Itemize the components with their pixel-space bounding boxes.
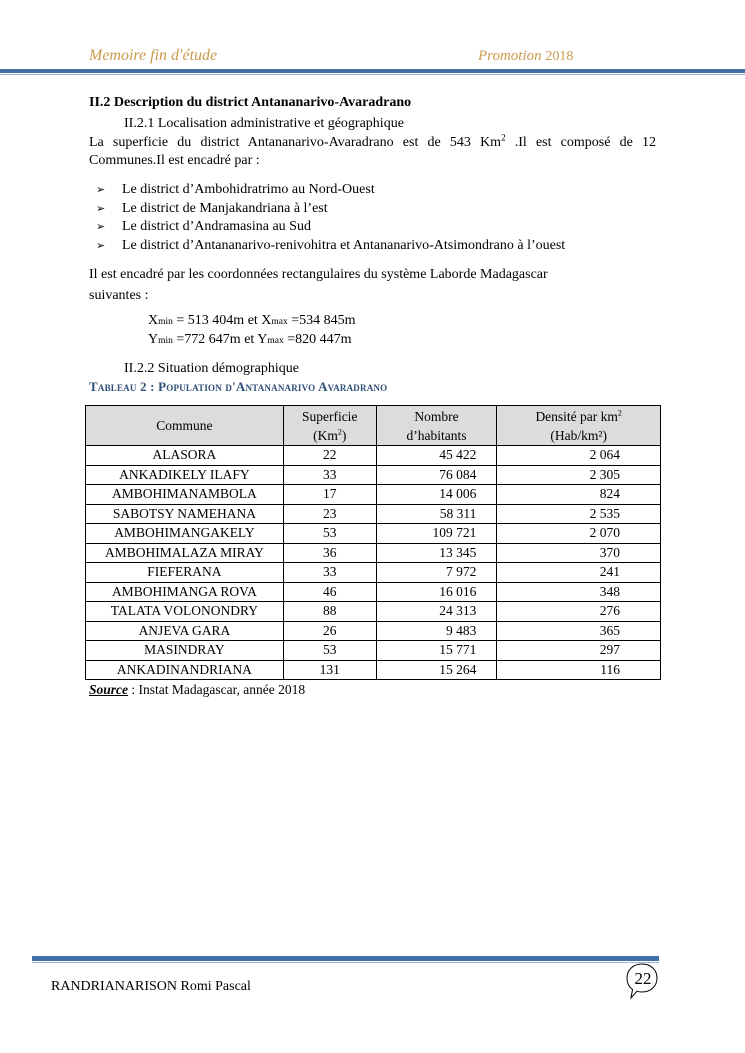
cell-commune: AMBOHIMANGA ROVA [86,582,284,602]
cell-commune: MASINDRAY [86,641,284,661]
cell-densite: 276 [497,602,661,622]
header-densite [497,406,661,446]
table-source [89,682,305,698]
header-divider [0,69,745,73]
list-item-text: Le district d’Ambohidratrimo au Nord-Ouest [122,182,375,197]
table-row [86,602,661,622]
population-table [85,405,661,680]
header-densite-sup: 2 [617,408,622,417]
cell-densite: 365 [497,621,661,641]
header-densite-line1: Densité par km [535,408,618,424]
cell-habitants: 109 721 [376,524,497,544]
table-row [86,563,661,583]
list-item [96,237,565,256]
list-item [96,181,565,200]
subsection-demographie: II.2.2 Situation démographique [124,361,299,376]
arrow-bullet-icon: ➢ [96,202,106,215]
cell-habitants: 76 084 [376,465,497,485]
list-item [96,200,565,219]
header-superficie-close: ) [341,427,347,443]
cell-superficie: 36 [283,543,376,563]
cell-commune: SABOTSY NAMEHANA [86,504,284,524]
cell-densite: 370 [497,543,661,563]
para1-text: La superficie du district Antananarivo-Avaradrano est de 543 Km [89,135,502,150]
cell-habitants: 7 972 [376,563,497,583]
cell-densite: 241 [497,563,661,583]
cell-commune: ANJEVA GARA [86,621,284,641]
para1-sup: 2 [501,132,506,143]
coordinate-y [148,332,352,348]
list-item-text: Le district d’Andramasina au Sud [122,219,311,234]
header-promotion-word: Promotion [478,48,542,64]
cell-commune: ALASORA [86,446,284,466]
source-text: : Instat Madagascar, année 2018 [128,682,306,697]
cell-superficie: 88 [283,602,376,622]
list-item-text: Le district de Manjakandriana à l’est [122,200,328,216]
cell-habitants: 24 313 [376,602,497,622]
list-item [96,218,565,237]
coord-x-min-value: = 513 404m et X [172,313,272,328]
cell-densite: 2 305 [497,465,661,485]
table-row [86,641,661,661]
cell-superficie: 46 [283,582,376,602]
coordinate-x [148,313,356,329]
table-caption: Tableau 2 : Population d'Antananarivo Avaradrano [89,379,388,394]
coord-x-max-sub: max [271,317,288,327]
cell-superficie: 17 [283,485,376,505]
coord-x-min-sub: min [158,317,173,327]
header-densite-line2: (Hab/km²) [550,427,607,443]
coord-x-max-value: =534 845m [287,313,356,328]
paragraph-coordinates: Il est encadré par les coordonnées rectangulaires du système Laborde Madagascar suivantes : [89,267,548,303]
table-header-row [86,406,661,446]
coord-y-symbol: Y [148,332,159,347]
cell-commune: TALATA VOLONONDRY [86,602,284,622]
section-title: II.2 Description du district Antananarivo-Avaradrano [89,95,412,110]
cell-habitants: 16 016 [376,582,497,602]
footer-divider [32,956,659,961]
header-habitants-line2: d’habitants [406,427,467,443]
page-number: 22 [634,969,652,988]
coord-y-min-value: =772 647m et Y [172,332,268,347]
cell-densite: 2 070 [497,524,661,544]
coord-y-min-sub: min [158,336,173,346]
coord-y-max-sub: max [267,336,284,346]
header-superficie [283,406,376,446]
arrow-bullet-icon: ➢ [96,239,106,252]
paragraph-superficie [89,134,656,170]
cell-commune: ANKADIKELY ILAFY [86,465,284,485]
cell-habitants: 45 422 [376,446,497,466]
table-row [86,446,661,466]
table-body [86,446,661,680]
table-row [86,504,661,524]
table-row [86,465,661,485]
header-title: Memoire fin d'étude [89,47,218,64]
cell-densite: 824 [497,485,661,505]
header-habitants-line1: Nombre [414,408,459,424]
neighbour-list [96,181,565,255]
cell-habitants: 58 311 [376,504,497,524]
cell-densite: 2 535 [497,504,661,524]
table-row [86,485,661,505]
cell-superficie: 23 [283,504,376,524]
cell-commune: AMBOHIMANAMBOLA [86,485,284,505]
cell-densite: 297 [497,641,661,661]
cell-commune: ANKADINANDRIANA [86,660,284,680]
cell-commune: AMBOHIMALAZA MIRAY [86,543,284,563]
footer-author: RANDRIANARISON Romi Pascal [51,979,251,994]
cell-habitants: 15 771 [376,641,497,661]
header-promotion [478,48,573,65]
cell-densite: 116 [497,660,661,680]
cell-habitants: 13 345 [376,543,497,563]
table-row [86,660,661,680]
cell-superficie: 53 [283,641,376,661]
table-row [86,524,661,544]
table-row [86,582,661,602]
cell-superficie: 53 [283,524,376,544]
para1-text-end: .Il est composé de 12 Communes.Il est encadré par : [89,135,656,168]
cell-superficie: 33 [283,563,376,583]
header-superficie-line1: Superficie [301,408,358,424]
cell-habitants: 15 264 [376,660,497,680]
table-row [86,621,661,641]
header-superficie-sup: 2 [337,427,342,436]
cell-superficie: 26 [283,621,376,641]
coord-y-max-value: =820 447m [283,332,352,347]
cell-superficie: 131 [283,660,376,680]
speech-bubble-icon [625,962,659,1002]
cell-habitants: 9 483 [376,621,497,641]
cell-densite: 2 064 [497,446,661,466]
footer-divider-thin [32,962,659,963]
source-label: Source [89,682,129,697]
header-promotion-year: 2018 [545,49,574,64]
arrow-bullet-icon: ➢ [96,221,106,233]
cell-habitants: 14 006 [376,485,497,505]
header-superficie-unit: (Km [313,427,338,443]
header-habitants [376,406,497,446]
cell-densite: 348 [497,582,661,602]
cell-superficie: 33 [283,465,376,485]
header-commune: Commune [86,406,284,446]
cell-commune: FIEFERANA [86,563,284,583]
header-divider-thin [0,74,745,75]
cell-commune: AMBOHIMANGAKELY [86,524,284,544]
cell-superficie: 22 [283,446,376,466]
page-number-badge [625,962,659,1002]
coord-x-symbol: X [148,313,159,328]
list-item-text: Le district d’Antananarivo-renivohitra et Antananarivo-Atsimondrano à l’ouest [122,237,566,253]
table-row [86,543,661,563]
arrow-bullet-icon: ➢ [96,184,106,196]
subsection-localisation: II.2.1 Localisation administrative et géographique [124,116,404,131]
